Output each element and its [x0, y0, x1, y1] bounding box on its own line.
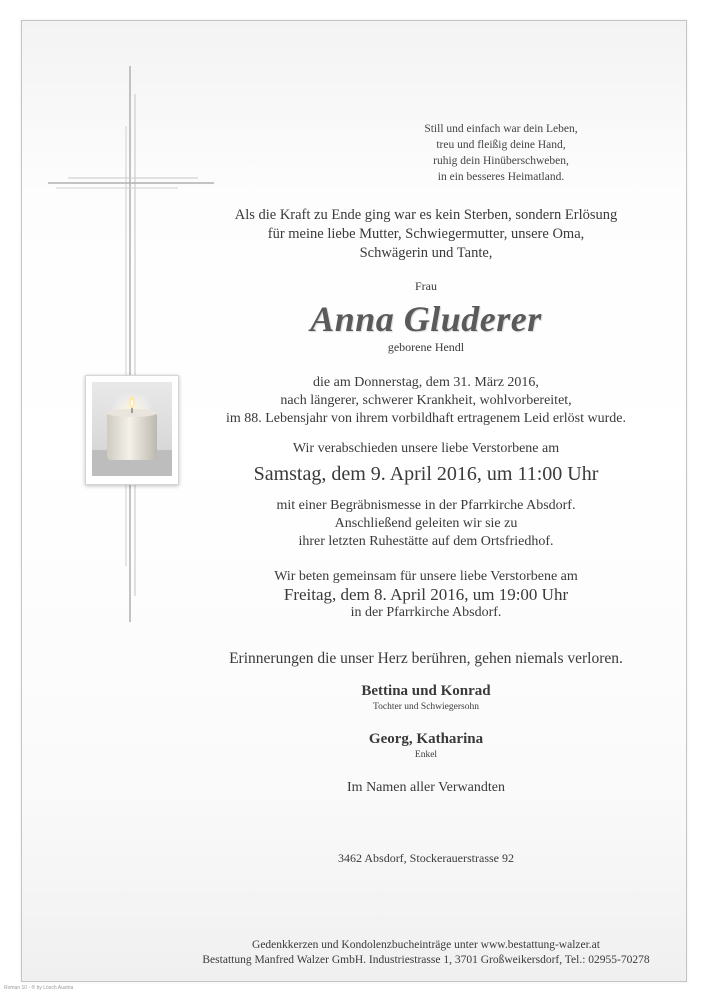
deceased-name: Anna Gluderer [310, 299, 542, 339]
intro-text [150, 206, 702, 263]
maiden-name: geborene Hendl [387, 340, 465, 354]
prayer-intro: Wir beten gemeinsam für unsere liebe Verstorbene am [274, 569, 578, 584]
poem-line: in ein besseres Heimatland. [437, 171, 565, 183]
intro-line: Schwägerin und Tante, [359, 245, 493, 261]
mourner-names: Georg, Katharina [368, 731, 484, 747]
footer-line: Bestattung Manfred Walzer GmbH. Industriestrasse 1, 3701 Großweikersdorf, Tel.: 02955-70278 [202, 954, 650, 966]
death-notice-line: die am Donnerstag, dem 31. März 2016, [313, 375, 539, 390]
prayer-date: Freitag, dem 8. April 2016, um 19:00 Uhr [283, 585, 569, 604]
death-notice-line: nach längerer, schwerer Krankheit, wohlvorbereitet, [280, 393, 572, 408]
funeral-details-line: ihrer letzten Ruhestätte auf dem Ortsfriedhof. [298, 534, 554, 549]
mourner-relation: Enkel [414, 750, 438, 760]
funeral-details-line: Anschließend geleiten wir sie zu [334, 516, 518, 531]
intro-line: Als die Kraft zu Ende ging war es kein Sterben, sondern Erlösung [234, 207, 618, 223]
death-notice-line: im 88. Lebensjahr von ihrem vorbildhaft ertragenem Leid erlöst wurde. [225, 411, 627, 426]
poem-line: treu und fleißig deine Hand, [436, 139, 566, 151]
poem-line: ruhig dein Hinüberschweben, [433, 155, 569, 167]
prayer-place: in der Pfarrkirche Absdorf. [350, 605, 502, 620]
poem-line: Still und einfach war dein Leben, [424, 123, 578, 135]
death-notice [150, 374, 702, 428]
funeral-date: Samstag, dem 9. April 2016, um 11:00 Uhr [253, 463, 599, 485]
address: 3462 Absdorf, Stockerauerstrasse 92 [338, 851, 514, 865]
mourner-names: Bettina und Konrad [361, 683, 491, 699]
funeral-details-line: mit einer Begräbnismesse in der Pfarrkirche Absdorf. [276, 498, 576, 513]
farewell-intro: Wir verabschieden unsere liebe Verstorbene am [292, 441, 560, 456]
print-mark: Roman 10 - ® by Lösch Austria [4, 985, 74, 991]
salutation: Frau [415, 279, 437, 293]
relatives-line: Im Namen aller Verwandten [347, 780, 505, 795]
intro-line: für meine liebe Mutter, Schwiegermutter, unsere Oma, [267, 226, 585, 242]
footer-line: Gedenkkerzen und Kondolenzbucheinträge unter www.bestattung-walzer.at [252, 939, 600, 951]
poem [365, 121, 637, 185]
mourner-relation: Tochter und Schwiegersohn [373, 702, 479, 712]
funeral-details [150, 497, 702, 551]
memory-line: Erinnerungen die unser Herz berühren, gehen niemals verloren. [229, 650, 623, 667]
